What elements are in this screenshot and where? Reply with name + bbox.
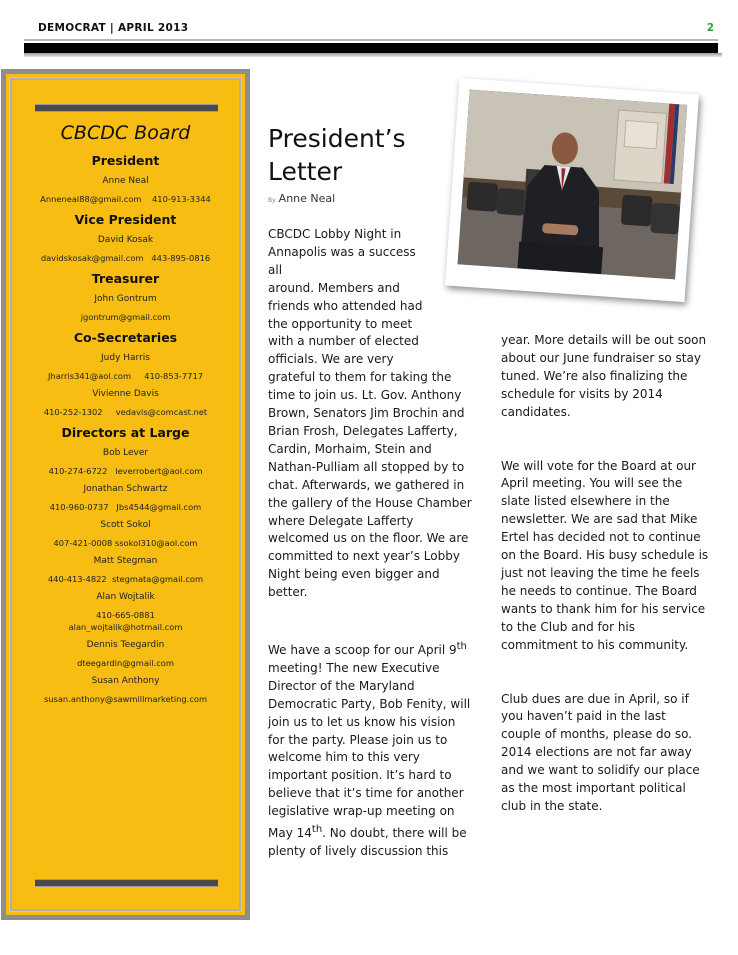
article-paragraph — [268, 226, 472, 602]
ordinal-suffix: th — [456, 641, 467, 653]
director-contact: dteegardin@gmail.com — [77, 658, 174, 668]
officer-name: Judy Harris — [101, 353, 150, 363]
officer-contact: 410-252-1302 vedavis@comcast.net — [43, 407, 208, 417]
header-rule — [24, 43, 718, 53]
officer-role: Treasurer — [91, 271, 160, 286]
article-column-2 — [501, 332, 709, 816]
director-contact: alan_wojtalik@hotmail.com — [68, 622, 183, 632]
header-thin-rule — [24, 39, 718, 41]
director-contact: 410-960-0737 Jbs4544@gmail.com — [49, 502, 202, 512]
board-title: CBCDC Board — [60, 122, 191, 144]
officer-contact: Anneneal88@gmail.com 410-913-3344 — [40, 194, 211, 204]
ordinal-suffix: th — [311, 824, 323, 836]
director-name: Alan Wojtalik — [96, 592, 155, 602]
officer-role: President — [91, 153, 160, 168]
text-run: meeting! The new Executive Director of the Maryland Democratic Party, Bob Fenity, will join us to let us know his vision for the party. Please join us to welcome him to this very important position. It’s hard to believe that it’s time for another legislative wrap-up meeting on May 14 — [268, 660, 471, 841]
sidebar-bottom-rule — [35, 879, 218, 887]
sidebar-top-rule — [35, 104, 218, 112]
director-name: Matt Stegman — [93, 556, 158, 566]
officer-role: Vice President — [74, 212, 177, 227]
article-paragraph: We will vote for the Board at our April meeting. You will see the slate listed elsewhere in the newsletter. We are sad that Mike Ertel has decided not to continue on the Board. His busy schedule is just not leaving the time he feels he needs to continue. The Board wants to thank him for his service to the Club and for his commitment to his community. — [501, 458, 709, 652]
officer-name: Vivienne Davis — [92, 389, 159, 399]
speaker-photo — [458, 90, 688, 280]
officer-role: Co-Secretaries — [73, 330, 178, 345]
article-title-line: President’s — [268, 124, 406, 153]
text-run: . No doubt, there will be plenty of lively discussion this — [268, 826, 467, 858]
article-paragraph: year. More details will be out soon about our June fundraiser so stay tuned. We’re also finalizing the schedule for visits by 2014 candidates. — [501, 333, 707, 419]
officer-contact: davidskosak@gmail.com 443-895-0816 — [40, 253, 211, 263]
publication-header: DEMOCRAT | APRIL 2013 — [38, 22, 189, 34]
text-run: We have a scoop for our April 9 — [268, 643, 457, 658]
text-line: friends who attended had — [268, 298, 423, 313]
article-paragraph: Club dues are due in April, so if you haven’t paid in the last couple of months, please do so. 2014 elections are not far away and we want to solidify our place as the most important political club in the state. — [501, 691, 700, 813]
text-line: Annapolis was a success all — [268, 244, 416, 277]
article-title-line: Letter — [268, 157, 343, 186]
text-line: CBCDC Lobby Night in — [268, 227, 402, 241]
paragraph-gap — [501, 655, 709, 691]
officer-name: John Gontrum — [94, 294, 157, 304]
director-name: Bob Lever — [102, 448, 149, 458]
photo-illustration — [458, 90, 688, 280]
header-rule-shadow — [24, 53, 722, 57]
director-name: Dennis Teegardin — [86, 640, 165, 650]
board-list — [6, 122, 245, 712]
article-paragraph — [268, 638, 472, 861]
director-contact: 440-413-4822 stegmata@gmail.com — [47, 574, 204, 584]
directors-heading: Directors at Large — [61, 425, 190, 440]
director-contact: 410-274-6722 leverrobert@aol.com — [48, 466, 203, 476]
text-line: the opportunity to meet — [268, 316, 413, 331]
article-column-1 — [268, 226, 472, 861]
board-sidebar — [1, 69, 250, 920]
officer-name: David Kosak — [97, 235, 154, 245]
director-contact: susan.anthony@sawmillmarketing.com — [43, 694, 208, 704]
paragraph-gap — [501, 422, 709, 458]
text-line: with a number of elected — [268, 334, 419, 349]
photo-frame — [445, 78, 699, 302]
director-contact: 407-421-0008 ssokol310@aol.com — [53, 538, 198, 548]
director-contact: 410-665-0881 — [96, 610, 155, 620]
officer-contact: jgontrum@gmail.com — [80, 312, 171, 322]
director-name: Jonathan Schwartz — [83, 484, 168, 494]
byline-label: By — [268, 197, 276, 204]
text-line: around. Members and — [268, 280, 400, 295]
director-name: Scott Sokol — [100, 520, 151, 530]
text-run: grateful to them for taking the time to join us. Lt. Gov. Anthony Brown, Senators Jim Brochin and Brian Frosh, Delegates Lafferty, Cardin, Morhaim, Stein and Nathan-Pulliam all stopped by to chat. Afterwards, we gathered in the gallery of the House Chamber where Delegate Lafferty welcomed us on the floor. We are committed to next year’s Lobby Night being even bigger and better. — [268, 370, 472, 600]
page-number: 2 — [706, 22, 714, 34]
officer-contact: Jharris341@aol.com 410-853-7717 — [47, 371, 203, 381]
text-line: officials. We are very — [268, 352, 394, 367]
byline — [268, 192, 335, 205]
article-title — [268, 122, 406, 188]
paragraph-gap — [268, 602, 472, 638]
officer-name: Anne Neal — [102, 176, 149, 186]
author-name: Anne Neal — [278, 192, 336, 205]
director-name: Susan Anthony — [91, 676, 160, 686]
